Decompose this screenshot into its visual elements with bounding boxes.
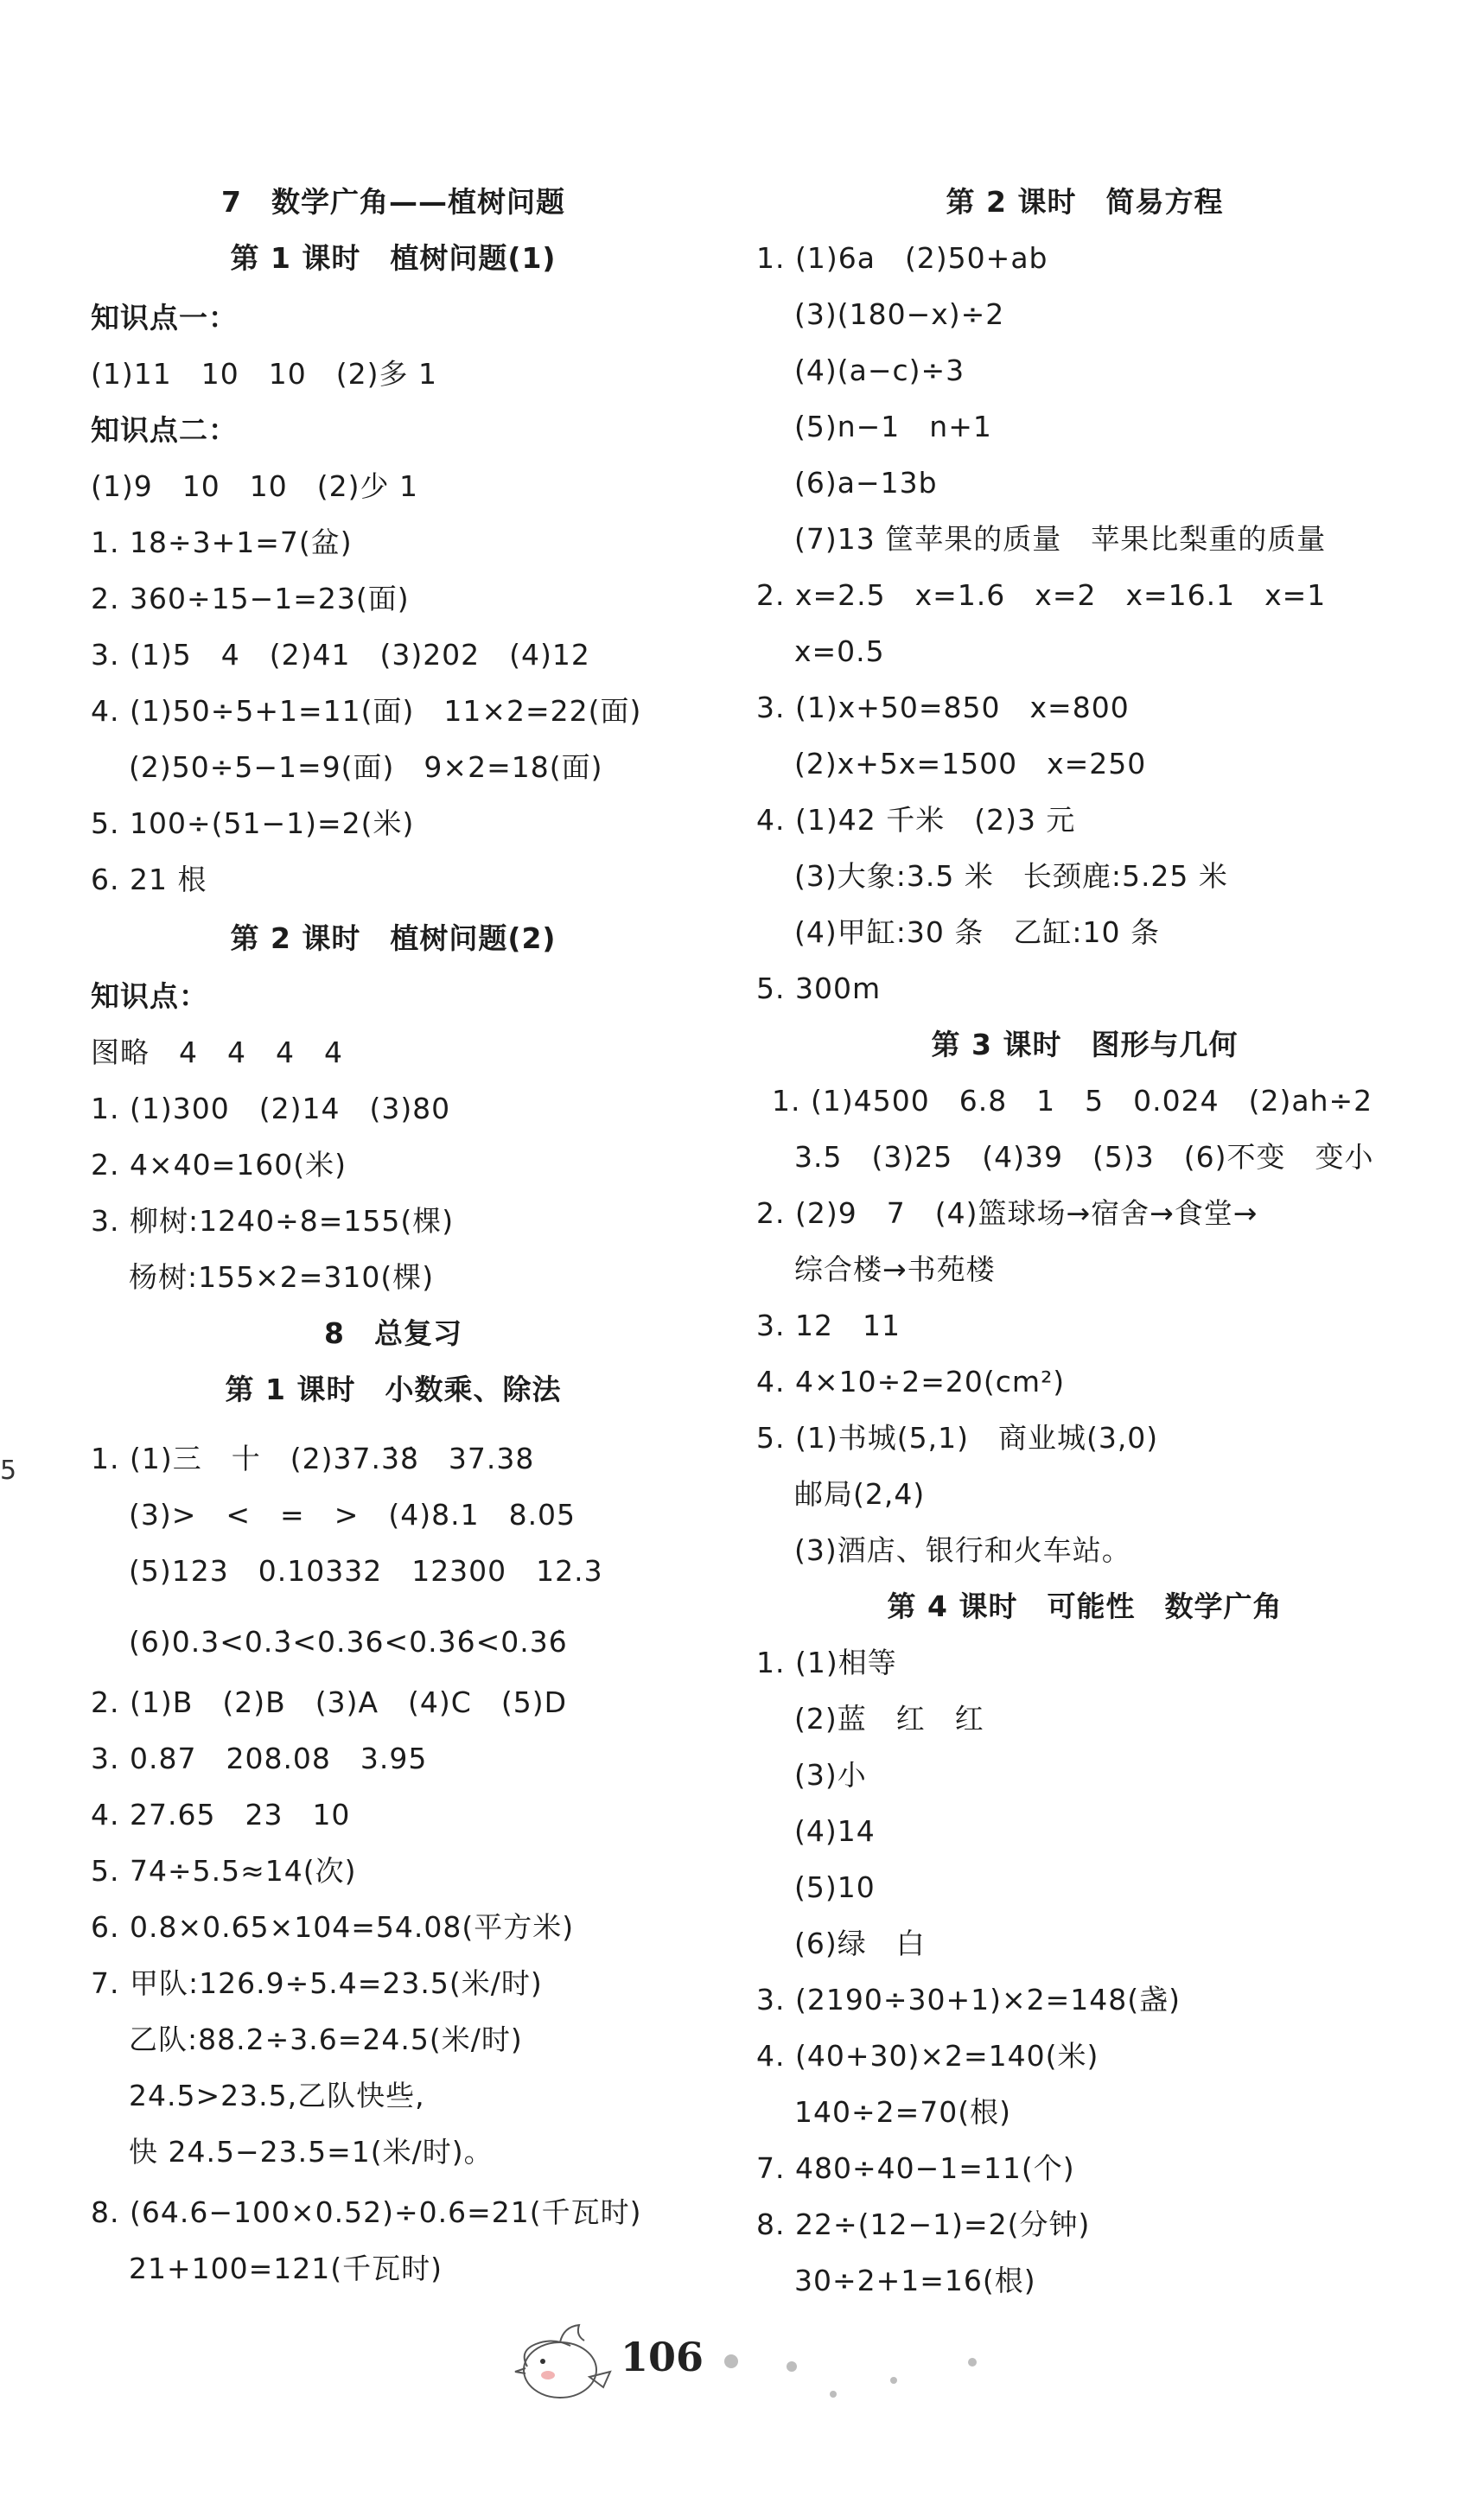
answer-line: (5)123 0.10332 12300 12.3 [129, 1554, 603, 1588]
answer-line: (1)11 10 10 (2)多 1 [91, 357, 437, 391]
lesson-heading: 第 2 课时 植树问题(2) [230, 921, 557, 955]
decorative-dot [890, 2377, 897, 2384]
answer-line: 3.5 (3)25 (4)39 (5)3 (6)不变 变小 [794, 1140, 1374, 1174]
margin-mark: 5 [0, 1456, 17, 1486]
bird-icon [493, 2316, 622, 2411]
answer-line: 8. (64.6−100×0.52)÷0.6=21(千瓦时) [91, 2195, 642, 2229]
answer-line: (4)甲缸:30 条 乙缸:10 条 [794, 915, 1160, 949]
answer-line: 6. 0.8×0.65×104=54.08(平方米) [91, 1910, 575, 1944]
lesson-heading: 第 3 课时 图形与几何 [931, 1028, 1239, 1061]
page-number: 106 [621, 2334, 704, 2380]
answer-line: (3)大象:3.5 米 长颈鹿:5.25 米 [794, 859, 1228, 893]
answer-line: (2)蓝 红 红 [794, 1702, 984, 1736]
knowledge-point-label: 知识点一： [91, 301, 238, 334]
answer-line: 快 24.5−23.5=1(米/时)。 [129, 2135, 494, 2169]
answer-line: (2)x+5x=1500 x=250 [794, 747, 1147, 780]
answer-line: (4)14 [794, 1814, 876, 1848]
answer-line: 3. (1)x+50=850 x=800 [756, 691, 1130, 724]
answer-line: x=0.5 [794, 634, 885, 668]
answer-line: 24.5>23.5,乙队快些, [129, 2079, 425, 2112]
answer-line: 4. (1)42 千米 (2)3 元 [756, 803, 1076, 837]
section-heading: 8 总复习 [324, 1316, 462, 1350]
answer-line: (6)a−13b [794, 466, 938, 500]
answer-line: 1. (1)300 (2)14 (3)80 [91, 1092, 451, 1125]
answer-line: 8. 22÷(12−1)=2(分钟) [756, 2207, 1091, 2241]
answer-line: (3)小 [794, 1758, 867, 1792]
knowledge-point-label: 知识点： [91, 979, 208, 1013]
answer-line: (5)10 [794, 1870, 876, 1904]
answer-line: 4. (1)50÷5+1=11(面) 11×2=22(面) [91, 694, 642, 728]
decorative-dot [968, 2358, 977, 2367]
answer-line: (3)酒店、银行和火车站。 [794, 1533, 1131, 1567]
answer-line: 图略 4 4 4 4 [91, 1035, 343, 1069]
answer-line: 4. 27.65 23 10 [91, 1798, 351, 1832]
answer-line: 综合楼→书苑楼 [794, 1252, 996, 1286]
answer-line: (3)> < = > (4)8.1 8.05 [129, 1498, 576, 1532]
lesson-heading: 第 2 课时 简易方程 [946, 185, 1224, 219]
answer-line: 2. (1)B (2)B (3)A (4)C (5)D [91, 1685, 568, 1719]
lesson-heading: 第 1 课时 小数乘、除法 [225, 1373, 562, 1406]
answer-line: 3. 0.87 208.08 3.95 [91, 1742, 428, 1775]
answer-line: 1. (1)三 十 (2)37.3̇8̇ 37.38 [91, 1442, 535, 1475]
answer-line: 杨树:155×2=310(棵) [129, 1260, 435, 1294]
answer-line: 1. (1)4500 6.8 1 5 0.024 (2)ah÷2 [772, 1084, 1373, 1118]
answer-line: 1. (1)6a (2)50+ab [756, 241, 1048, 275]
decorative-dot [830, 2391, 837, 2398]
answer-line: (6)0.3<0.3̇<0.36<0.3̇6̇<0.36̇ [129, 1625, 568, 1659]
answer-line: 乙队:88.2÷3.6=24.5(米/时) [129, 2023, 523, 2056]
decorative-dot [724, 2354, 738, 2368]
answer-line: 5. 74÷5.5≈14(次) [91, 1854, 357, 1888]
decorative-dot [787, 2361, 797, 2372]
answer-line: 6. 21 根 [91, 863, 207, 896]
answer-line: (6)绿 白 [794, 1927, 926, 1960]
answer-line: 1. (1)相等 [756, 1646, 897, 1679]
answer-line: 30÷2+1=16(根) [794, 2264, 1036, 2297]
answer-line: 邮局(2,4) [794, 1477, 926, 1511]
answer-line: (1)9 10 10 (2)少 1 [91, 469, 418, 503]
answer-line: (5)n−1 n+1 [794, 410, 992, 443]
answer-line: 3. 12 11 [756, 1309, 901, 1342]
answer-line: 7. 甲队:126.9÷5.4=23.5(米/时) [91, 1966, 543, 2000]
page-footer [493, 2316, 1029, 2411]
answer-line: 2. x=2.5 x=1.6 x=2 x=16.1 x=1 [756, 578, 1327, 612]
answer-line: (4)(a−c)÷3 [794, 354, 965, 387]
answer-line: (7)13 筐苹果的质量 苹果比梨重的质量 [794, 522, 1327, 556]
answer-line: 21+100=121(千瓦时) [129, 2252, 443, 2285]
answer-line: 5. 100÷(51−1)=2(米) [91, 806, 415, 840]
lesson-heading: 第 4 课时 可能性 数学广角 [887, 1589, 1283, 1623]
answer-line: 2. 4×40=160(米) [91, 1148, 347, 1182]
section-heading: 7 数学广角——植树问题 [221, 185, 565, 219]
answer-line: 2. 360÷15−1=23(面) [91, 582, 410, 615]
answer-line: 1. 18÷3+1=7(盆) [91, 526, 353, 559]
answer-line: 140÷2=70(根) [794, 2095, 1012, 2129]
answer-line: 3. 柳树:1240÷8=155(棵) [91, 1204, 455, 1238]
answer-line: 3. (1)5 4 (2)41 (3)202 (4)12 [91, 638, 590, 672]
answer-line: 4. 4×10÷2=20(cm²) [756, 1365, 1066, 1398]
answer-line: 7. 480÷40−1=11(个) [756, 2151, 1075, 2185]
answer-line: 3. (2190÷30+1)×2=148(盏) [756, 1983, 1181, 2016]
answer-line: 4. (40+30)×2=140(米) [756, 2039, 1099, 2073]
lesson-heading: 第 1 课时 植树问题(1) [230, 241, 557, 275]
answer-line: 2. (2)9 7 (4)篮球场→宿舍→食堂→ [756, 1196, 1258, 1230]
answer-line: (3)(180−x)÷2 [794, 297, 1005, 331]
answer-line: 5. 300m [756, 972, 882, 1005]
answer-line: 5. (1)书城(5,1) 商业城(3,0) [756, 1421, 1159, 1455]
knowledge-point-label: 知识点二： [91, 413, 238, 447]
answer-line: (2)50÷5−1=9(面) 9×2=18(面) [129, 750, 603, 784]
